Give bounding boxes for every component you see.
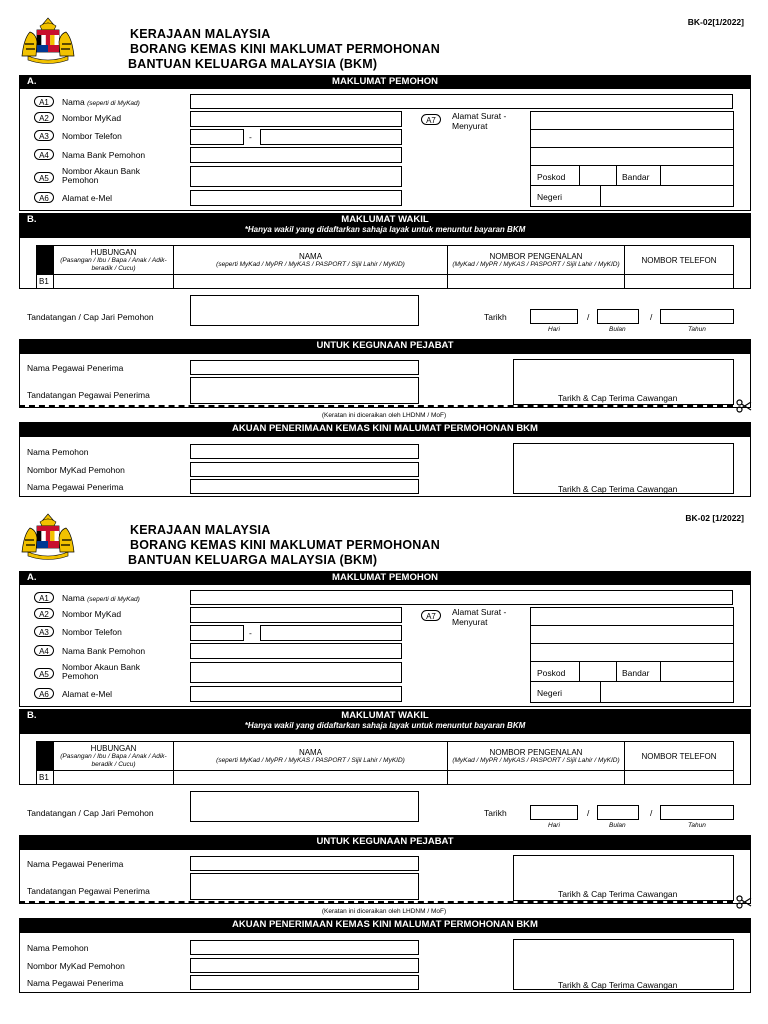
section-a-letter: A. [27, 572, 37, 583]
wakil-table-corner [37, 742, 54, 771]
field-code-a4: A4 [34, 149, 54, 160]
section-a-letter: A. [27, 76, 37, 87]
signature-label: Tandatangan / Cap Jari Pemohon [27, 312, 154, 322]
officer-sign-label: Tandatangan Pegawai Penerima [27, 886, 150, 896]
address-line-1-input[interactable] [530, 607, 734, 626]
section-b-bar [19, 709, 751, 733]
phone-prefix-input[interactable] [190, 129, 244, 145]
field-label-telefon: Nombor Telefon [62, 627, 122, 637]
date-year-input[interactable] [660, 309, 734, 324]
date-hari-caption: Hari [548, 326, 560, 333]
receipt-bar [19, 422, 751, 436]
cut-note: (Keratan ini diceraikan oleh LHDNM / MoF) [321, 412, 447, 419]
date-label: Tarikh [484, 808, 507, 818]
field-label-email: Alamat e-Mel [62, 193, 113, 203]
header-form-title: BORANG KEMAS KINI MAKLUMAT PERMOHONAN [130, 538, 440, 552]
receipt-mykad-label: Nombor MyKad Pemohon [27, 465, 125, 475]
col-pengenalan: NOMBOR PENGENALAN (MyKad / MyPR / MyKAS / PASPORT / Sijil Lahir / MyKID) [448, 742, 625, 771]
negeri-label: Negeri [537, 688, 563, 698]
wakil-table [36, 245, 734, 289]
nama-input[interactable] [190, 94, 733, 109]
date-day-input[interactable] [530, 805, 578, 820]
address-line-2-input[interactable] [530, 625, 734, 644]
receipt-bar [19, 918, 751, 932]
receipt-officer-label: Nama Pegawai Penerima [27, 482, 124, 492]
bandar-label: Bandar [622, 172, 650, 182]
receipt-mykad-input[interactable] [190, 958, 419, 973]
bandar-input[interactable] [660, 661, 734, 682]
header-government: KERAJAAN MALAYSIA [130, 27, 271, 41]
cut-line [19, 405, 733, 407]
phone-number-input[interactable] [260, 129, 402, 145]
phone-dash: - [249, 132, 252, 142]
officer-sign-input[interactable] [190, 873, 419, 900]
email-input[interactable] [190, 686, 402, 702]
address-line-3-input[interactable] [530, 147, 734, 166]
officer-sign-input[interactable] [190, 377, 419, 404]
b1-hubungan-input[interactable] [54, 771, 174, 785]
poskod-input[interactable] [579, 661, 617, 682]
negeri-label: Negeri [537, 192, 563, 202]
officer-name-label: Nama Pegawai Penerima [27, 859, 124, 869]
date-tahun-caption: Tahun [688, 326, 706, 333]
office-title: UNTUK KEGUNAAN PEJABAT [316, 836, 454, 847]
phone-prefix-input[interactable] [190, 625, 244, 641]
bkm-form-copy-2 [0, 496, 768, 996]
bank-name-input[interactable] [190, 643, 402, 659]
poskod-label: Poskod [537, 668, 566, 678]
field-code-a7: A7 [421, 610, 441, 621]
section-b-title: MAKLUMAT WAKIL [341, 214, 429, 225]
field-label-bank-account: Nombor Akaun Bank Pemohon [62, 662, 140, 681]
form-reference: BK-02[1/2022] [687, 17, 744, 27]
section-b-subtitle: *Hanya wakil yang didaftarkan sahaja layak untuk menuntut bayaran BKM [244, 721, 526, 730]
email-input[interactable] [190, 190, 402, 206]
date-month-input[interactable] [597, 309, 639, 324]
malaysia-crest-icon [18, 512, 78, 562]
officer-name-input[interactable] [190, 856, 419, 871]
field-code-a7: A7 [421, 114, 441, 125]
field-code-a4: A4 [34, 645, 54, 656]
bkm-form-copy-1 [0, 0, 768, 500]
b1-telefon-input[interactable] [625, 275, 734, 289]
header-program: BANTUAN KELUARGA MALAYSIA (BKM) [128, 553, 378, 567]
section-a-title: MAKLUMAT PEMOHON [332, 76, 438, 87]
branch-stamp-label: Tarikh & Cap Terima Cawangan [558, 393, 678, 403]
field-label-mykad: Nombor MyKad [62, 609, 122, 619]
field-label-bank: Nama Bank Pemohon [62, 150, 146, 160]
receipt-mykad-label: Nombor MyKad Pemohon [27, 961, 125, 971]
date-day-input[interactable] [530, 309, 578, 324]
field-code-a6: A6 [34, 688, 54, 699]
signature-input[interactable] [190, 791, 419, 822]
office-title: UNTUK KEGUNAAN PEJABAT [316, 340, 454, 351]
section-b-subtitle: *Hanya wakil yang didaftarkan sahaja layak untuk menuntut bayaran BKM [244, 225, 526, 234]
field-code-a2: A2 [34, 112, 54, 123]
receipt-officer-input[interactable] [190, 975, 419, 990]
field-code-a5: A5 [34, 172, 54, 183]
header-form-title: BORANG KEMAS KINI MAKLUMAT PERMOHONAN [130, 42, 440, 56]
negeri-input[interactable] [600, 185, 734, 207]
field-code-a2: A2 [34, 608, 54, 619]
officer-name-input[interactable] [190, 360, 419, 375]
date-bulan-caption: Bulan [609, 326, 626, 333]
signature-input[interactable] [190, 295, 419, 326]
receipt-title: AKUAN PENERIMAAN KEMAS KINI MALUMAT PERMOHONAN BKM [232, 919, 538, 930]
field-code-a6: A6 [34, 192, 54, 203]
field-label-telefon: Nombor Telefon [62, 131, 122, 141]
col-pengenalan: NOMBOR PENGENALAN (MyKad / MyPR / MyKAS / PASPORT / Sijil Lahir / MyKID) [448, 246, 625, 275]
branch-stamp-label: Tarikh & Cap Terima Cawangan [558, 889, 678, 899]
date-month-input[interactable] [597, 805, 639, 820]
field-code-a1: A1 [34, 96, 54, 107]
field-label-mykad: Nombor MyKad [62, 113, 122, 123]
field-label-nama: Nama (seperti di MyKad) [62, 97, 140, 107]
date-year-input[interactable] [660, 805, 734, 820]
section-b-letter: B. [27, 214, 37, 225]
bandar-label: Bandar [622, 668, 650, 678]
receipt-title: AKUAN PENERIMAAN KEMAS KINI MALUMAT PERMOHONAN BKM [232, 423, 538, 434]
col-telefon: NOMBOR TELEFON [625, 742, 734, 771]
bank-account-input[interactable] [190, 166, 402, 187]
phone-dash: - [249, 628, 252, 638]
date-hari-caption: Hari [548, 822, 560, 829]
poskod-label: Poskod [537, 172, 566, 182]
b1-telefon-input[interactable] [625, 771, 734, 785]
date-slash-1: / [587, 312, 590, 322]
b1-nama-input[interactable] [174, 275, 448, 289]
receipt-name-label: Nama Pemohon [27, 447, 89, 457]
b1-pengenalan-input[interactable] [448, 275, 625, 289]
field-label-address: Alamat Surat - Menyurat [452, 607, 507, 627]
mykad-input[interactable] [190, 111, 402, 127]
field-code-a1: A1 [34, 592, 54, 603]
section-b-bar [19, 213, 751, 237]
field-label-bank-account: Nombor Akaun Bank Pemohon [62, 166, 140, 185]
receipt-mykad-input[interactable] [190, 462, 419, 477]
signature-label: Tandatangan / Cap Jari Pemohon [27, 808, 154, 818]
field-label-nama: Nama (seperti di MyKad) [62, 593, 140, 603]
cut-note: (Keratan ini diceraikan oleh LHDNM / MoF) [321, 908, 447, 915]
date-bulan-caption: Bulan [609, 822, 626, 829]
col-telefon: NOMBOR TELEFON [625, 246, 734, 275]
section-a-bar [19, 75, 751, 88]
receipt-name-label: Nama Pemohon [27, 943, 89, 953]
bank-name-input[interactable] [190, 147, 402, 163]
malaysia-crest-icon [18, 16, 78, 66]
b1-nama-input[interactable] [174, 771, 448, 785]
poskod-input[interactable] [579, 165, 617, 186]
office-bar [19, 339, 751, 353]
address-line-2-input[interactable] [530, 129, 734, 148]
address-line-3-input[interactable] [530, 643, 734, 662]
header-government: KERAJAAN MALAYSIA [130, 523, 271, 537]
field-code-a5: A5 [34, 668, 54, 679]
section-a-title: MAKLUMAT PEMOHON [332, 572, 438, 583]
receipt-name-input[interactable] [190, 444, 419, 459]
address-line-1-input[interactable] [530, 111, 734, 130]
field-code-a3: A3 [34, 130, 54, 141]
row-code-b1: B1 [37, 275, 54, 289]
section-b-letter: B. [27, 710, 37, 721]
officer-name-label: Nama Pegawai Penerima [27, 363, 124, 373]
field-label-bank: Nama Bank Pemohon [62, 646, 146, 656]
date-slash-2: / [650, 808, 653, 818]
col-hubungan: HUBUNGAN (Pasangan / Ibu / Bapa / Anak / Adik-beradik / Cucu) [54, 742, 174, 771]
form-reference: BK-02 [1/2022] [685, 513, 744, 523]
header-program: BANTUAN KELUARGA MALAYSIA (BKM) [128, 57, 378, 71]
receipt-stamp-label: Tarikh & Cap Terima Cawangan [558, 980, 678, 990]
field-label-email: Alamat e-Mel [62, 689, 113, 699]
section-a-bar [19, 571, 751, 584]
cut-line [19, 901, 733, 903]
phone-number-input[interactable] [260, 625, 402, 641]
receipt-stamp-label: Tarikh & Cap Terima Cawangan [558, 484, 678, 494]
col-nama: NAMA (seperti MyKad / MyPR / MyKAS / PASPORT / Sijil Lahir / MyKID) [174, 742, 448, 771]
receipt-officer-label: Nama Pegawai Penerima [27, 978, 124, 988]
bandar-input[interactable] [660, 165, 734, 186]
wakil-table-corner [37, 246, 54, 275]
field-label-address: Alamat Surat - Menyurat [452, 111, 507, 131]
negeri-input[interactable] [600, 681, 734, 703]
b1-hubungan-input[interactable] [54, 275, 174, 289]
col-nama: NAMA (seperti MyKad / MyPR / MyKAS / PASPORT / Sijil Lahir / MyKID) [174, 246, 448, 275]
wakil-table [36, 741, 734, 785]
date-slash-2: / [650, 312, 653, 322]
row-code-b1: B1 [37, 771, 54, 785]
officer-sign-label: Tandatangan Pegawai Penerima [27, 390, 150, 400]
date-slash-1: / [587, 808, 590, 818]
nama-input[interactable] [190, 590, 733, 605]
date-label: Tarikh [484, 312, 507, 322]
col-hubungan: HUBUNGAN (Pasangan / Ibu / Bapa / Anak / Adik-beradik / Cucu) [54, 246, 174, 275]
bank-account-input[interactable] [190, 662, 402, 683]
receipt-name-input[interactable] [190, 940, 419, 955]
section-b-title: MAKLUMAT WAKIL [341, 710, 429, 721]
receipt-officer-input[interactable] [190, 479, 419, 494]
field-code-a3: A3 [34, 626, 54, 637]
b1-pengenalan-input[interactable] [448, 771, 625, 785]
mykad-input[interactable] [190, 607, 402, 623]
date-tahun-caption: Tahun [688, 822, 706, 829]
office-bar [19, 835, 751, 849]
